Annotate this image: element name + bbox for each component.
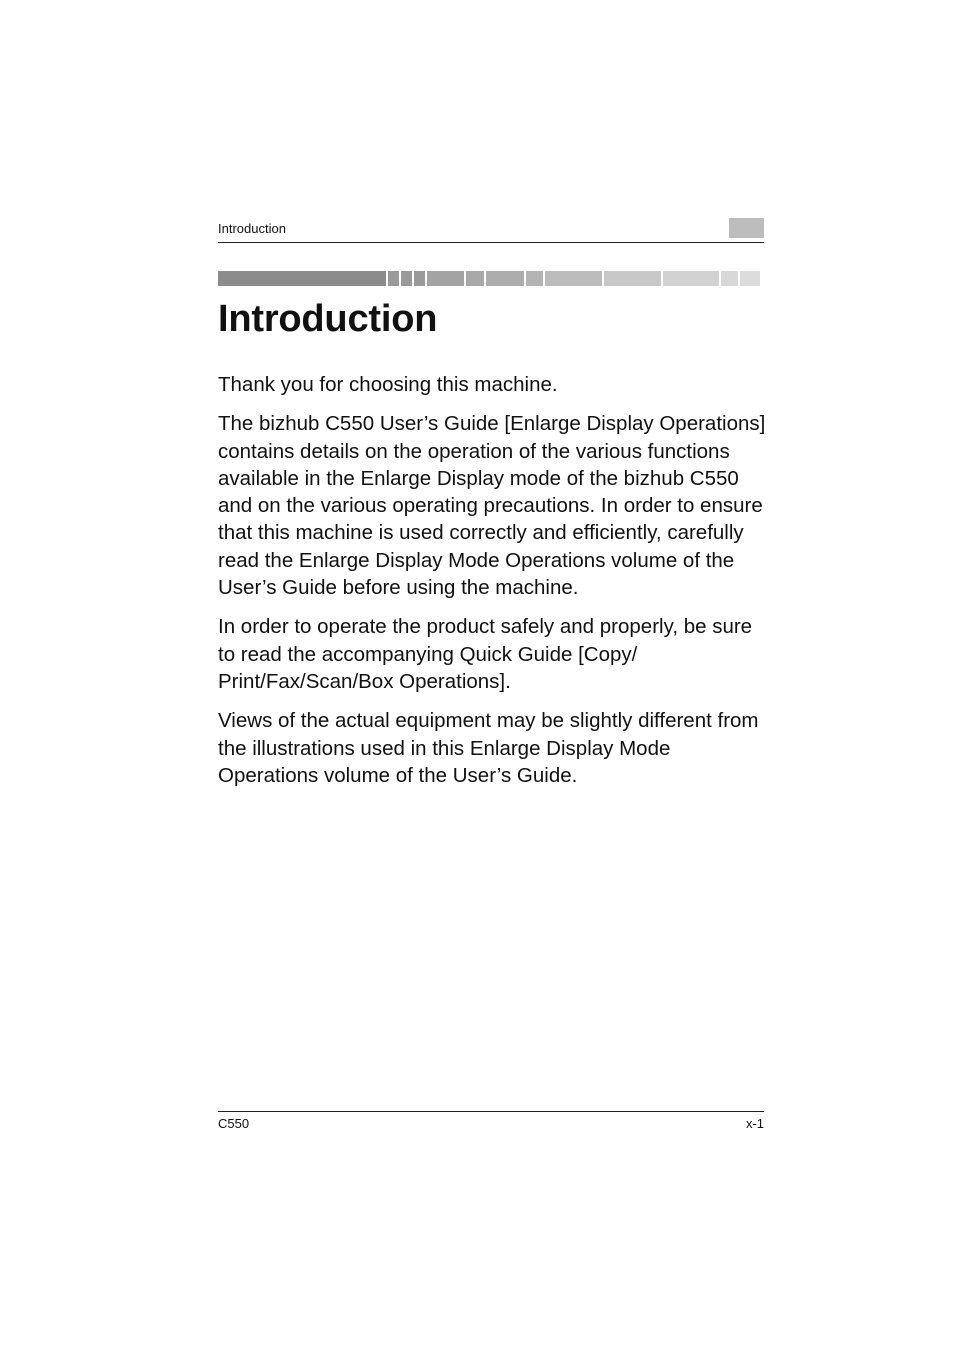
title-bar-segment — [740, 271, 760, 286]
body-paragraph: Views of the actual equipment may be slightly different from the illustrations used in this Enlarge Display Mode Operations volume of the User’s Guide. — [218, 709, 759, 787]
title-bar-segment — [218, 271, 386, 286]
title-bar-segment — [486, 271, 524, 286]
title-bar-segment — [526, 271, 543, 286]
header-section-label: Introduction — [218, 221, 286, 236]
title-bar-segment — [545, 271, 602, 286]
body-paragraph: In order to operate the product safely and properly, be sure to read the accompanying Quick Guide [Copy/ Print/Fax/Scan/Box Operations]. — [218, 615, 753, 693]
header-tab-marker — [729, 218, 764, 238]
running-header — [218, 220, 764, 243]
title-bar-segment — [414, 271, 425, 286]
body-text — [218, 371, 766, 801]
chapter-title-bar — [218, 271, 764, 286]
body-paragraph: The bizhub C550 User’s Guide [Enlarge Display Operations] contains details on the operation of the various functions available in the Enlarge Display mode of the bizhub C550 and on the various operating precautions. In order to ensure that this machine is used correctly and efficiently, carefully read the Enlarge Display Mode Operations volume of the User’s Guide before using the machine. — [218, 412, 766, 600]
title-bar-segment — [604, 271, 661, 286]
body-paragraph: Thank you for choosing this machine. — [218, 373, 558, 396]
title-bar-segment — [466, 271, 484, 286]
title-bar-segment — [663, 271, 719, 286]
title-bar-segment — [388, 271, 399, 286]
footer-page-number: x-1 — [745, 1116, 764, 1131]
title-bar-segment — [427, 271, 464, 286]
footer-model: C550 — [218, 1116, 250, 1131]
title-bar-segment — [721, 271, 738, 286]
running-footer — [218, 1111, 764, 1134]
title-bar-segment — [401, 271, 412, 286]
chapter-title: Introduction — [218, 298, 438, 340]
